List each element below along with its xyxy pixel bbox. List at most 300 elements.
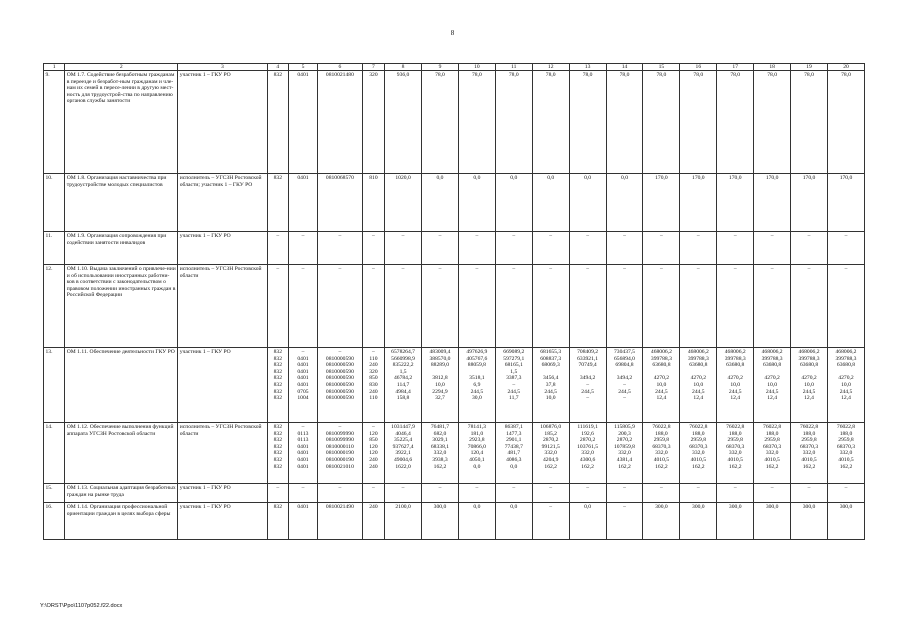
value-line: – [623,485,626,491]
value-cell [422,174,459,232]
header-cell: 11 [495,64,532,71]
value-line: 77438,7 [504,443,523,450]
value-line: 1031447,9 [391,424,415,430]
value-line: 162,2 [655,463,668,470]
value-cell [385,423,422,484]
value-cell [532,503,569,540]
value-line: – [512,485,516,491]
value-cell [422,484,459,503]
value-line: 120,4 [470,450,484,457]
value-line: 832 [273,388,282,395]
value-line: 0401 [297,443,309,450]
value-line: 3456,4 [542,375,559,382]
value-cell [267,232,288,265]
value-line: – [623,504,626,510]
value-line: – [844,266,848,272]
value-line: 2923,8 [469,437,485,444]
row-number: 13. [44,348,65,423]
value-line: 69804,8 [615,362,634,369]
header-cell: 9 [422,64,459,71]
value-line: 2959,8 [838,437,854,444]
value-cell [532,232,569,265]
value-cell [791,174,828,232]
value-cell [362,484,384,503]
value-line: 162,2 [839,463,853,470]
value-line: 332,0 [581,450,594,457]
executor: участник 1 – ГКУ РО [178,232,267,265]
value-line: 63680,8 [799,362,819,369]
header-cell: 3 [178,64,267,71]
value-line: 88289,0 [430,362,450,369]
header-cell: 13 [569,64,606,71]
value-line: – [696,485,700,491]
value-cell [458,484,495,503]
value-line: – [623,395,626,402]
value-cell [385,174,422,232]
value-line: 832 [273,450,282,457]
value-line: – [276,233,280,239]
value-line: 170,0 [655,175,668,181]
value-cell [495,348,532,423]
header-cell: 14 [606,64,643,71]
table-row [44,503,865,540]
budget-table [43,63,865,540]
value-line: – [844,485,848,491]
value-line: 12,4 [804,395,814,402]
value-line: 244,5 [470,388,484,395]
value-line: 76022,8 [763,424,782,430]
value-cell [680,423,717,484]
value-cell [318,503,363,540]
value-cell [458,174,495,232]
value-line [460,369,493,376]
value-line: 832 [273,381,282,388]
value-line: 4086,3 [506,456,522,463]
value-cell [495,265,532,348]
value-line: 850 [369,437,378,444]
value-line: 0401 [297,456,309,463]
value-line: 332,0 [728,450,742,457]
value-line: 162,2 [581,463,594,470]
value-line: 3518,1 [469,375,485,382]
value-cell [791,503,828,540]
measure-name: ОМ 1.10. Выдача заключений о привлече-нии и об использовании иностранных работни-ков в соответствии с законодательством о правовом положении иностранных граждан в Российской Федерации [65,265,178,348]
value-line: 0401 [297,463,309,470]
value-line: 4010,5 [764,456,780,463]
value-cell [643,232,680,265]
value-line: 68370,3 [836,443,856,450]
value-line: 0113 [297,430,309,437]
value-line: 0401 [297,368,309,375]
value-line: – [549,504,553,510]
value-line: 0,0 [621,175,628,181]
table-row [44,265,865,348]
row-number: 11. [44,232,65,265]
value-cell [643,71,680,174]
value-line: 0,0 [510,463,518,470]
value-cell [385,232,422,265]
value-line: 32,7 [435,395,445,402]
value-cell [827,71,864,174]
value-cell [569,265,606,348]
value-line [793,369,826,376]
value-cell [267,348,288,423]
value-line: 4270,2 [653,375,670,382]
header-cell: 4 [267,64,288,71]
value-cell [791,71,828,174]
table-row [44,71,865,174]
header-cell: 19 [791,64,828,71]
value-line: – [807,485,811,491]
value-line: 10,0 [693,381,704,388]
value-line: 68165,1 [504,362,523,369]
value-line: 708409,2 [577,349,599,355]
value-cell [458,265,495,348]
value-line: 162,2 [618,463,631,470]
value-cell [458,71,495,174]
value-line: 0401 [297,450,309,457]
value-line: 181,0 [470,430,484,437]
value-line: 240 [369,504,378,510]
header-cell: 20 [827,64,864,71]
value-line: 76481,7 [430,424,450,430]
value-line: 78,0 [435,72,445,78]
value-line: 88059,8 [467,362,486,369]
value-line: 244,5 [581,388,594,395]
header-cell: 7 [362,64,384,71]
value-line: 2959,8 [690,437,706,444]
value-line: 78,0 [767,72,778,78]
value-line: 2294,9 [432,388,448,395]
value-line: 68370,3 [652,443,671,450]
value-line: 12,4 [767,395,778,402]
value-line: 300,0 [655,504,668,510]
value-line: 0,0 [436,175,444,181]
value-line: 4300,6 [579,456,596,463]
value-line: 332,0 [802,450,816,457]
value-line: 120 [369,443,378,450]
value-cell [532,174,569,232]
value-cell [643,423,680,484]
value-line: – [549,233,553,239]
value-cell [827,423,864,484]
value-line: 0,0 [473,463,481,470]
value-line: 3938,3 [432,456,448,463]
value-line: 10,0 [435,381,445,388]
value-cell [267,71,288,174]
measure-name: ОМ 1.9. Организация сопровождения при содействии занятости инвалидов [65,232,178,265]
value-line: 0810000590 [325,362,354,369]
value-line: 3812,8 [432,375,448,382]
value-line: – [586,485,589,491]
value-line [571,369,604,376]
value-line: 832 [273,504,282,510]
value-cell [532,71,569,174]
value-line: 2959,8 [727,437,743,444]
value-line: – [338,233,342,239]
value-line: – [475,233,479,239]
value-line: 936,0 [396,72,410,78]
value-line: 832 [273,443,282,450]
value-line: 0401 [297,381,309,388]
value-line: 399788,3 [650,355,672,362]
value-line: 481,7 [507,450,521,457]
value-line: 832 [273,456,282,463]
value-line: – [623,381,626,388]
value-cell [385,71,422,174]
value-line: 37,8 [545,381,556,388]
value-line: 1,5 [510,368,518,375]
value-cell [680,174,717,232]
value-line: 4270,2 [727,375,743,382]
value-line: 4010,5 [727,456,743,463]
value-line: 4270,2 [764,375,780,382]
table-row [44,348,865,423]
value-line: 2100,0 [395,504,411,510]
value-line: 68069,3 [541,362,560,369]
value-line [682,369,715,376]
value-line: 1004 [297,395,309,402]
value-cell [458,423,495,484]
row-number: 16. [44,503,65,540]
value-line: 12,4 [693,395,704,402]
value-line: 78,0 [508,72,519,78]
value-cell [495,423,532,484]
value-line: 78,0 [545,72,556,78]
value-line: 1,5 [399,368,407,375]
value-line: – [401,233,405,239]
value-line: 103761,5 [577,443,599,450]
value-cell [754,265,791,348]
value-line: 76022,8 [836,424,856,430]
measure-name: ОМ 1.8. Организация наставничества при трудоустройстве молодых специалистов [65,174,178,232]
value-line: 78,0 [619,72,630,78]
value-line: 162,2 [544,463,557,470]
value-line: 6578264,7 [391,349,415,355]
value-line: 4204,9 [542,456,559,463]
value-line: – [807,266,811,272]
header-cell: 1 [44,64,65,71]
value-line: 332,0 [433,450,447,457]
value-cell [385,503,422,540]
value-line: – [438,233,442,239]
value-line: 162,2 [765,463,779,470]
value-line: 10,0 [767,381,778,388]
value-line: 49004,6 [393,456,413,463]
value-cell [606,423,643,484]
value-line: 669089,2 [503,349,525,355]
value-line: 162,2 [433,463,447,470]
value-line: 810 [369,175,378,181]
value-line: 730437,5 [614,349,635,355]
value-line: 0810021490 [325,504,354,510]
value-line: 4381,4 [616,456,633,463]
value-cell [318,174,363,232]
value-line: 0810000590 [325,355,354,362]
value-line: 0810021010 [325,463,354,470]
value-cell [362,423,384,484]
value-cell [569,232,606,265]
measure-name: ОМ 1.12. Обеспечение выполнения функций аппарата УГСЗН Ростовской области [65,423,178,484]
value-line: 78,0 [730,72,741,78]
executor: участник 1 – ГКУ РО [178,348,267,423]
value-line: 4270,2 [801,375,817,382]
value-line: 63680,8 [763,362,782,369]
value-line: 244,5 [618,388,631,395]
value-line: 4010,5 [653,456,670,463]
value-line [608,369,641,376]
value-line: 0810000590 [325,368,354,375]
value-line: 10,0 [841,381,851,388]
value-line: 12,4 [841,395,851,402]
value-cell [717,265,754,348]
value-line: 68370,3 [763,443,782,450]
value-line: 832 [273,463,282,470]
value-line [424,369,457,376]
value-line: – [338,485,342,491]
value-line: 0810000190 [325,456,354,463]
value-line: 0705 [297,388,309,395]
row-number: 12. [44,265,65,348]
value-cell [643,265,680,348]
value-cell [458,503,495,540]
value-cell [680,232,717,265]
value-line: – [512,381,516,388]
value-line: 76022,8 [726,424,745,430]
value-cell [362,174,384,232]
value-line: – [276,485,280,491]
value-line: 68338,1 [430,443,450,450]
value-cell [643,174,680,232]
value-line: 244,5 [544,388,557,395]
value-line: 399788,3 [798,355,820,362]
header-cell: 17 [717,64,754,71]
value-line: 0401 [297,175,309,181]
value-line: 2870,2 [542,437,559,444]
executor: участник 1 – ГКУ РО [178,484,267,503]
value-line: 832 [273,362,282,369]
value-line: 1020,0 [395,175,411,181]
value-line: – [372,424,375,430]
value-line: 3494,2 [579,375,596,382]
value-line: 63680,8 [689,362,708,369]
header-cell: 8 [385,64,422,71]
value-cell [606,348,643,423]
value-line: 114,7 [396,381,410,388]
value-cell [827,503,864,540]
value-line: 830 [369,381,378,388]
executor: исполнитель – УГСЗН Ростовской области [178,265,267,348]
value-cell [569,484,606,503]
value-line: 10,0 [804,381,814,388]
value-line: 2901,1 [506,437,522,444]
value-line: – [733,485,737,491]
value-line: – [372,266,375,272]
value-line: 468006,2 [724,349,746,355]
value-cell [791,484,828,503]
value-line: 832 [273,355,282,362]
value-cell [422,423,459,484]
table-row [44,232,865,265]
value-line: – [475,485,479,491]
value-line: 0,0 [510,504,518,510]
value-line: – [733,233,737,239]
header-cell: 12 [532,64,569,71]
value-line: 4010,5 [690,456,706,463]
value-line: 2959,8 [801,437,817,444]
value-line: 0810000190 [325,450,354,457]
value-line: 200,3 [618,430,631,437]
value-line: 70866,0 [467,443,486,450]
value-line: 86387,1 [504,424,523,430]
value-line: 120 [369,430,378,437]
value-line: 188,0 [728,430,742,437]
value-line: – [844,233,848,239]
value-line: – [696,233,700,239]
value-line: – [770,266,774,272]
value-line: 244,5 [728,388,742,395]
value-line: 4270,2 [838,375,854,382]
value-line: – [372,485,375,491]
value-cell [288,232,317,265]
value-cell [318,348,363,423]
value-line: 0,0 [547,175,555,181]
value-line: 188,0 [765,430,779,437]
value-line: 12,4 [730,395,741,402]
value-line: 300,0 [802,504,816,510]
value-line: 0810021480 [325,72,354,78]
measure-name: ОМ 1.7. Содействие безработным гражданам в переезде и безработ-ным гражданам и чле-нам их семей в пересе-лении в другую мест-ность для трудоустрой-ства по направлению органов службы занятости [65,71,178,174]
value-line: 468006,2 [687,349,709,355]
measure-name: ОМ 1.11. Обеспечение деятельности ГКУ РО [65,348,178,423]
value-line: 832 [273,430,282,437]
value-line: – [623,233,626,239]
value-line: 2959,8 [764,437,780,444]
row-number: 14. [44,423,65,484]
value-line: 107859,8 [614,443,635,450]
value-cell [385,348,422,423]
value-cell [532,265,569,348]
value-line: 244,5 [839,388,853,395]
value-line: 468006,2 [761,349,783,355]
executor: участник 1 – ГКУ РО [178,503,267,540]
value-line: 388570,0 [429,355,451,362]
value-cell [717,423,754,484]
value-cell [318,265,363,348]
row-number: 15. [44,484,65,503]
value-line: 188,0 [692,430,705,437]
value-cell [643,348,680,423]
value-line: – [338,424,342,430]
value-line: 300,0 [728,504,742,510]
value-cell [532,484,569,503]
table-row [44,174,865,232]
value-line: 63680,8 [836,362,856,369]
value-line: 633921,1 [577,355,599,362]
value-line: 3922,1 [395,450,411,457]
value-line: 832 [273,72,282,78]
value-line: – [586,266,589,272]
value-cell [422,348,459,423]
value-cell [362,232,384,265]
value-line: 332,0 [544,450,557,457]
value-cell [754,484,791,503]
value-cell [606,71,643,174]
value-line: – [696,266,700,272]
value-cell [495,174,532,232]
value-cell [422,265,459,348]
value-cell [458,232,495,265]
